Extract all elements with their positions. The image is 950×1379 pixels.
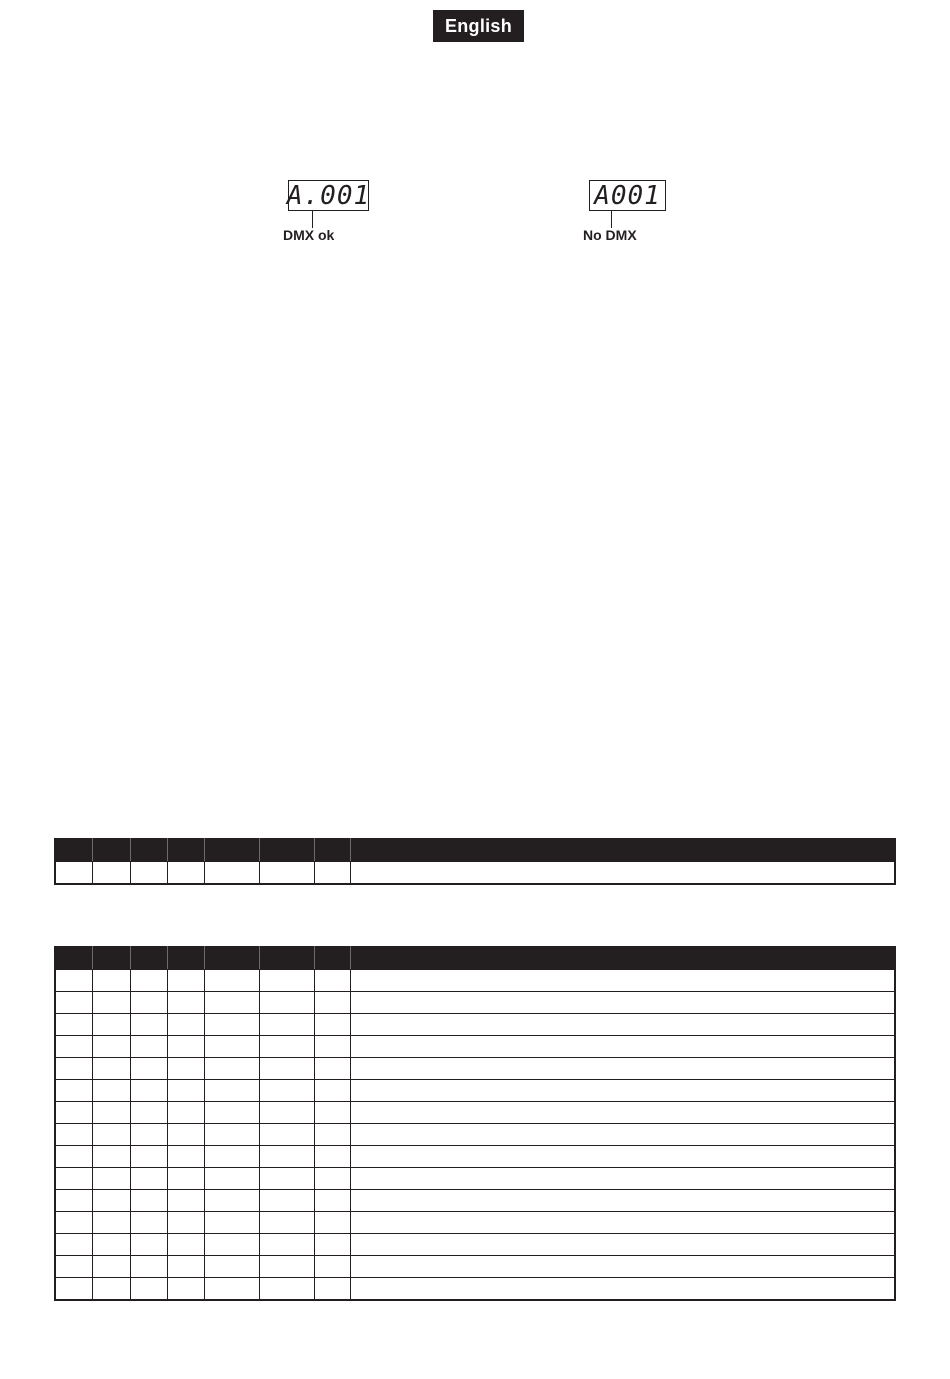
table-row [55,1014,895,1036]
table-cell [130,1058,167,1080]
language-tab: English [433,10,524,42]
table-cell [314,1234,350,1256]
table-cell [55,1058,92,1080]
table-cell [259,1080,314,1102]
table-cell [130,1080,167,1102]
header-cell [204,947,259,970]
table-cell [314,1278,350,1301]
header-cell [314,947,350,970]
table-cell [259,1058,314,1080]
table-row [55,1036,895,1058]
table-cell [167,1080,204,1102]
header-cell [92,839,130,862]
table-cell [167,1278,204,1301]
table-cell [130,1190,167,1212]
header-cell [167,839,204,862]
table-cell [92,1102,130,1124]
table-cell [167,1256,204,1278]
header-cell [55,947,92,970]
header-cell [130,947,167,970]
table-cell [55,1256,92,1278]
table-cell [314,1124,350,1146]
table-cell [259,970,314,992]
table-cell [314,1058,350,1080]
table-cell [314,1256,350,1278]
table-cell [314,1146,350,1168]
table-cell [167,1168,204,1190]
table-cell [167,1058,204,1080]
table-cell [204,992,259,1014]
table-cell [167,1190,204,1212]
table-cell [167,862,204,885]
table-cell [314,970,350,992]
table-cell [204,1278,259,1301]
table-cell [92,1234,130,1256]
table-cell [259,1234,314,1256]
table-cell [130,1234,167,1256]
table-cell [259,1146,314,1168]
table-cell [167,970,204,992]
table-cell [314,992,350,1014]
table-cell [167,1014,204,1036]
table-cell [204,862,259,885]
table-cell [259,1036,314,1058]
table-cell [314,1168,350,1190]
table-cell [350,1278,895,1301]
table-body [55,862,895,885]
table-cell [259,992,314,1014]
header-cell [350,839,895,862]
table-cell [350,1146,895,1168]
table-cell [130,1102,167,1124]
table-row [55,1212,895,1234]
table-cell [350,1080,895,1102]
table-cell [55,862,92,885]
header-cell [259,839,314,862]
table-cell [204,1058,259,1080]
table-cell [314,1102,350,1124]
dmx-table-2 [54,946,896,1301]
table-cell [314,1190,350,1212]
table-cell [55,970,92,992]
table-cell [350,1124,895,1146]
table-cell [130,1014,167,1036]
table-cell [92,1080,130,1102]
table-row [55,1168,895,1190]
table-cell [92,1256,130,1278]
table-cell [350,970,895,992]
table-cell [55,1102,92,1124]
table-cell [55,1036,92,1058]
table-row [55,1256,895,1278]
table-row [55,1058,895,1080]
table-cell [259,1256,314,1278]
table-cell [314,1036,350,1058]
table-row [55,1190,895,1212]
header-cell [259,947,314,970]
table-cell [350,992,895,1014]
table-cell [130,970,167,992]
table-cell [92,992,130,1014]
table-row [55,862,895,885]
table-cell [167,1234,204,1256]
table-cell [130,1146,167,1168]
table-cell [350,1058,895,1080]
table-cell [167,1036,204,1058]
display-readout-no-dmx: A001 [594,180,661,211]
table-cell [92,1014,130,1036]
header-cell [55,839,92,862]
leader-line-dmx-ok [312,211,313,228]
display-readout-dmx-ok: A.001 [286,180,371,211]
table-row [55,1146,895,1168]
table-cell [350,1212,895,1234]
table-cell [130,1278,167,1301]
leader-line-no-dmx [611,211,612,228]
table-cell [204,1234,259,1256]
header-cell [204,839,259,862]
table-row [55,1278,895,1301]
table-body [55,970,895,1301]
table-cell [350,1234,895,1256]
header-cell [167,947,204,970]
dmx-table-1 [54,838,896,885]
table-cell [92,1212,130,1234]
table-cell [130,1212,167,1234]
table-cell [259,1190,314,1212]
table-cell [259,1124,314,1146]
table-cell [350,1190,895,1212]
table-cell [204,1080,259,1102]
table-cell [55,1212,92,1234]
table-cell [314,862,350,885]
table-cell [314,1014,350,1036]
table-cell [130,862,167,885]
table-cell [204,1146,259,1168]
table-cell [167,1212,204,1234]
table-cell [55,1190,92,1212]
table-cell [350,1036,895,1058]
table-cell [167,1124,204,1146]
table-cell [92,1146,130,1168]
table-row [55,1080,895,1102]
table-row [55,1124,895,1146]
table-cell [92,1036,130,1058]
table-cell [259,1168,314,1190]
table-cell [259,862,314,885]
table-cell [55,1014,92,1036]
header-cell [314,839,350,862]
table-row [55,970,895,992]
header-row [55,839,895,862]
table-cell [130,1036,167,1058]
table-cell [130,1124,167,1146]
table-cell [55,1168,92,1190]
table-cell [350,1014,895,1036]
table-cell [55,1124,92,1146]
led-display-no-dmx [589,180,666,211]
table-cell [130,992,167,1014]
table-cell [204,1036,259,1058]
table-cell [130,1168,167,1190]
table-cell [350,1256,895,1278]
table-cell [259,1278,314,1301]
table-cell [314,1080,350,1102]
table-header [55,947,895,970]
header-cell [350,947,895,970]
label-no-dmx: No DMX [583,227,637,243]
table-cell [204,1102,259,1124]
table-cell [350,862,895,885]
table-cell [259,1212,314,1234]
table-cell [92,1058,130,1080]
table-cell [55,1146,92,1168]
table-cell [167,1146,204,1168]
table-cell [167,1102,204,1124]
header-cell [92,947,130,970]
table-cell [55,1080,92,1102]
header-row [55,947,895,970]
table-cell [314,1212,350,1234]
table-cell [204,1190,259,1212]
table-cell [92,1124,130,1146]
table-cell [130,1256,167,1278]
table-cell [55,1234,92,1256]
header-cell [130,839,167,862]
table-cell [55,1278,92,1301]
table-cell [92,1168,130,1190]
table-cell [92,970,130,992]
table-cell [204,1212,259,1234]
table-cell [204,1014,259,1036]
table-cell [167,992,204,1014]
table-cell [55,992,92,1014]
table-cell [259,1014,314,1036]
table-cell [204,1168,259,1190]
table-cell [259,1102,314,1124]
table-cell [92,862,130,885]
table-cell [204,1124,259,1146]
table-cell [92,1190,130,1212]
table-row [55,1234,895,1256]
table-cell [350,1102,895,1124]
table-cell [92,1278,130,1301]
table-cell [204,1256,259,1278]
table-cell [350,1168,895,1190]
label-dmx-ok: DMX ok [283,227,335,243]
table-row [55,992,895,1014]
led-display-dmx-ok [288,180,369,211]
table-row [55,1102,895,1124]
table-cell [204,970,259,992]
table-header [55,839,895,862]
